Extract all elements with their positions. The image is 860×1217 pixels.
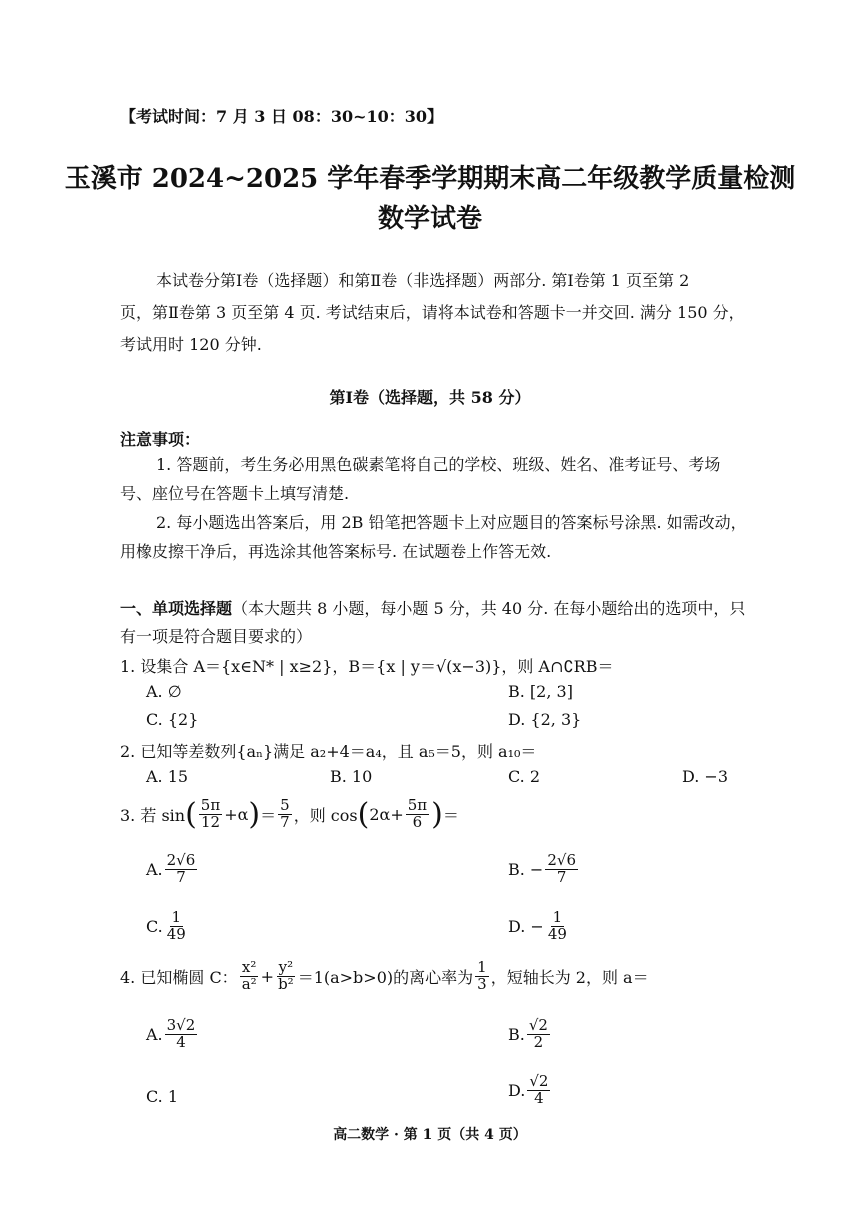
q3-b-num: 2√6 — [547, 851, 576, 869]
q3-a-num: 2√6 — [166, 851, 196, 869]
q4-mid: ＝1(a>b>0)的离心率为 — [297, 967, 474, 987]
q4-y-fraction — [276, 960, 296, 993]
q4-e-num: 1 — [477, 958, 487, 976]
q2-option-d: D. −3 — [682, 767, 729, 786]
q4-a-label: A. — [146, 1024, 163, 1044]
q4-b-den: 2 — [533, 1032, 544, 1051]
q1-option-a: A. ∅ — [146, 682, 182, 701]
q4-d-label: D. — [508, 1080, 526, 1100]
q3-d-den: 49 — [547, 924, 567, 943]
q3-c-label: C. — [146, 916, 163, 936]
q3-tail: ＝ — [442, 806, 459, 825]
q3-arg1-num: 5π — [200, 796, 221, 815]
q3-a-label: A. — [146, 859, 163, 879]
q4-e-den: 3 — [477, 974, 487, 993]
q4-tail: ，短轴长为 2，则 a＝ — [490, 967, 649, 987]
intro-line-2: 页，第Ⅱ卷第 3 页至第 4 页. 考试结束后，请将本试卷和答题卡一并交回. 满分 150 分， — [120, 303, 745, 322]
q4-a-den: 4 — [176, 1032, 186, 1051]
note-1-line-2: 号、座位号在答题卡上填写清楚. — [120, 484, 350, 503]
q3-c-fraction — [165, 910, 188, 943]
intro-line-1: 本试卷分第Ⅰ卷（选择题）和第Ⅱ卷（非选择题）两部分. 第Ⅰ卷第 1 页至第 2 — [156, 271, 690, 290]
q4-option-a — [146, 1018, 199, 1051]
q4-a-num: 3√2 — [166, 1016, 196, 1034]
q1-option-b: B. [2, 3] — [508, 682, 573, 701]
q3-prefix: 3. 若 sin — [120, 806, 186, 825]
q4-d-fraction — [527, 1074, 550, 1107]
q3-rhs-fraction — [278, 798, 292, 831]
q3-b-den: 7 — [556, 867, 567, 886]
q4-prefix: 4. 已知椭圆 C： — [120, 967, 238, 987]
q2-stem: 2. 已知等差数列{aₙ}满足 a₂+4＝a₄，且 a₅＝5，则 a₁₀＝ — [120, 742, 537, 761]
q1-option-c: C. {2} — [146, 710, 199, 729]
q2-option-a: A. 15 — [146, 767, 189, 786]
q4-b-num: √2 — [528, 1016, 548, 1034]
q3-arg1-den: 12 — [200, 813, 221, 831]
q4-b-fraction — [527, 1018, 550, 1051]
q4-stem — [120, 960, 649, 993]
note-2-line-1: 2. 每小题选出答案后，用 2B 铅笔把答题卡上对应题目的答案标号涂黑. 如需改动， — [156, 513, 747, 532]
q3-arg1-tail: +α — [224, 805, 249, 824]
q3-d-fraction — [546, 910, 569, 943]
section-heading: 第Ⅰ卷（选择题，共 58 分） — [329, 388, 531, 407]
q1-stem: 1. 设集合 A＝{x∈N* | x≥2}，B＝{x | y＝√(x−3)}，则 A∩∁RB＝ — [120, 657, 614, 676]
q3-arg2-head: 2α+ — [369, 805, 404, 824]
q3-b-label: B. − — [508, 859, 544, 879]
q3-eq1: ＝ — [260, 806, 277, 825]
q3-a-fraction — [165, 853, 198, 886]
exam-time: 【考试时间：7 月 3 日 08：30~10：30】 — [120, 107, 444, 126]
q3-mid: ，则 cos — [293, 806, 358, 825]
part1-desc-1: （本大题共 8 小题，每小题 5 分，共 40 分. 在每小题给出的选项中，只 — [232, 599, 746, 618]
q1-option-d: D. {2, 3} — [508, 710, 582, 729]
q4-e-fraction — [475, 960, 489, 993]
q3-c-num: 1 — [171, 908, 182, 926]
q4-x-den: a² — [241, 974, 257, 993]
notes-heading: 注意事项： — [120, 430, 201, 449]
q3-option-b — [508, 853, 580, 886]
q4-d-den: 4 — [534, 1088, 544, 1107]
q3-a-den: 7 — [176, 867, 186, 886]
intro-line-3: 考试用时 120 分钟. — [120, 335, 262, 354]
q4-b-label: B. — [508, 1024, 525, 1044]
part1-title: 一、单项选择题 — [120, 599, 233, 618]
page-footer: 高二数学 · 第 1 页（共 4 页） — [333, 1127, 527, 1143]
part1-desc-2: 有一项是符合题目要求的） — [120, 627, 313, 646]
exam-title: 玉溪市 2024~2025 学年春季学期期末高二年级教学质量检测 — [64, 164, 796, 194]
q4-y-num: y² — [278, 958, 294, 976]
q3-c-den: 49 — [166, 924, 186, 943]
q4-d-num: √2 — [529, 1072, 549, 1090]
q4-y-den: b² — [278, 974, 294, 993]
q3-arg2-den: 6 — [412, 813, 423, 831]
q4-option-d — [508, 1074, 552, 1107]
q3-stem: 3. 若 sin ( $\frac{5\pi}{12}$ +α ) ＝ $\frac{5}{7}$ ，则 cos ( 2α+ $\frac{5\pi}{6}$ ) ＝ — [120, 796, 459, 832]
q3-arg1-fraction — [199, 798, 222, 831]
q3-option-a — [146, 853, 199, 886]
q3-arg2-num: 5π — [407, 796, 428, 815]
note-2-line-2: 用橡皮擦干净后，再选涂其他答案标号. 在试题卷上作答无效. — [120, 542, 552, 561]
q3-d-label: D. − — [508, 916, 544, 936]
q4-option-c: C. 1 — [146, 1087, 179, 1106]
note-1-line-1: 1. 答题前，考生务必用黑色碳素笔将自己的学校、班级、姓名、准考证号、考场 — [156, 455, 721, 474]
q4-option-b — [508, 1018, 552, 1051]
q4-x-fraction — [240, 960, 259, 993]
q2-option-c: C. 2 — [508, 767, 541, 786]
q3-option-d — [508, 910, 571, 943]
q3-arg2-fraction — [406, 798, 429, 831]
q3-rhs-den: 7 — [280, 813, 290, 831]
q3-option-c — [146, 910, 190, 943]
q3-rhs-num: 5 — [280, 796, 290, 815]
q4-plus: + — [260, 966, 275, 986]
q3-d-num: 1 — [552, 908, 563, 926]
q3-b-fraction — [545, 853, 578, 886]
part1-description — [120, 596, 745, 619]
q4-a-fraction — [165, 1018, 198, 1051]
q2-option-b: B. 10 — [330, 767, 373, 786]
q4-x-num: x² — [241, 958, 257, 976]
exam-subtitle: 数学试卷 — [377, 204, 482, 234]
